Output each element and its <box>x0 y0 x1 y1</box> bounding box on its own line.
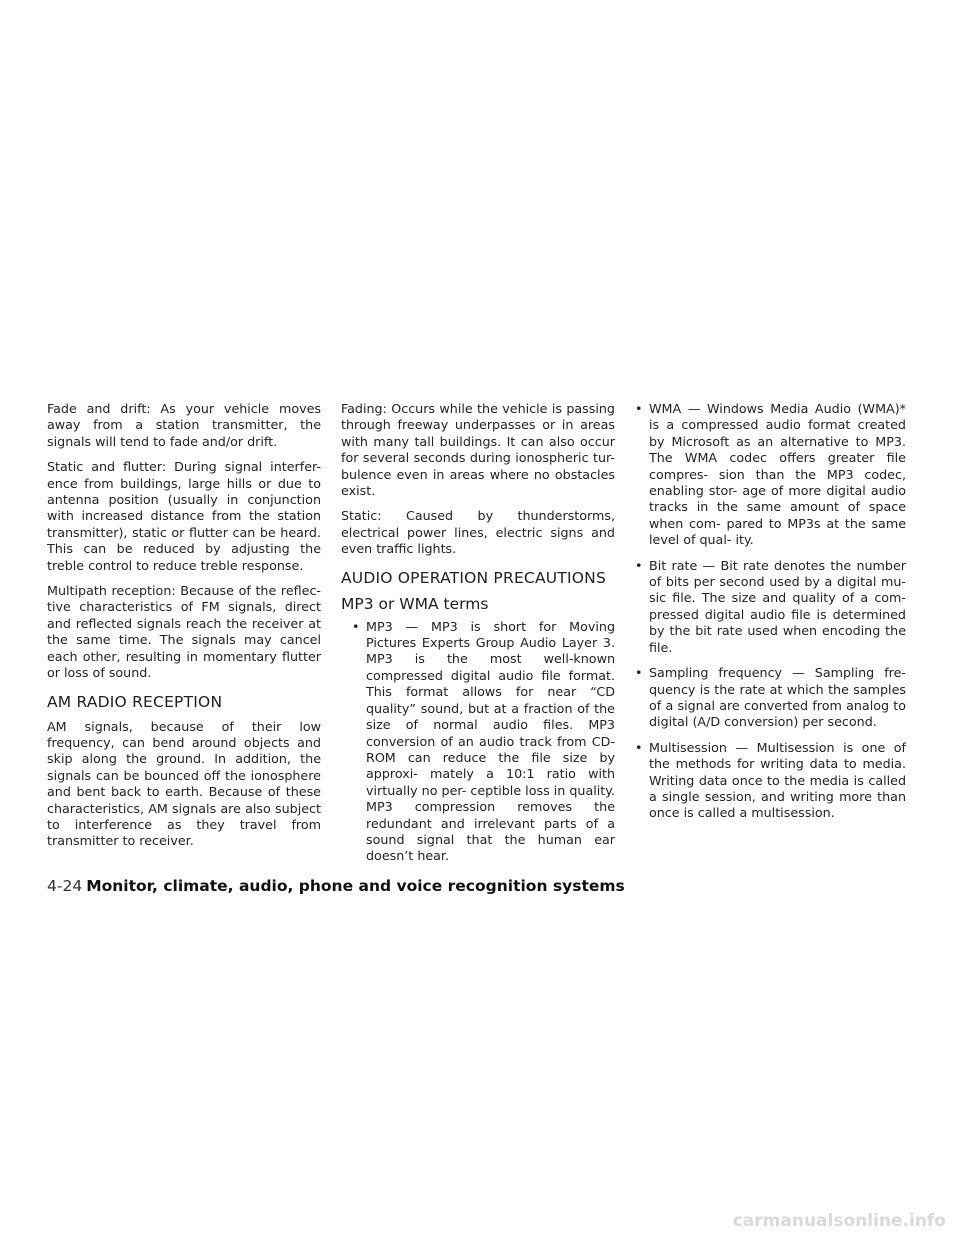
page-footer <box>47 877 625 896</box>
list-item-wma <box>632 401 906 549</box>
list-item-text: Multisession — Multisession is one of the methods for writing data to media. Writing data once to the media is called a single session, and writing more than once is called a multisession. <box>649 739 906 821</box>
right-column <box>632 401 906 831</box>
page-number: 4-24 <box>47 877 83 895</box>
bullet-mark: • <box>352 618 360 634</box>
multipath-reception-paragraph: Multipath reception: Because of the reflec- tive characteristics of FM signals, direct and reflected signals reach the receiver at the same time. The signals may cancel each other, resulting in momentary flutter or loss of sound. <box>47 583 321 681</box>
am-radio-reception-heading: AM RADIO RECEPTION <box>47 692 223 711</box>
bullet-mark: • <box>635 401 643 416</box>
audio-operation-precautions-heading: AUDIO OPERATION PRECAUTIONS <box>341 568 606 587</box>
bullet-mark: • <box>635 557 643 573</box>
static-and-flutter-paragraph: Static and flutter: During signal interfer- ence from buildings, large hills or due to antenna position (usually in conjunction with increased distance from the station transmitter), static or flutter can be heard. This can be reduced by adjusting the treble control to reduce treble response. <box>47 459 321 573</box>
chapter-title: Monitor, climate, audio, phone and voice recognition systems <box>86 877 625 895</box>
watermark: carmanualsonline.info <box>732 1211 946 1231</box>
list-item-text: Sampling frequency — Sampling fre- quency is the rate at which the samples of a signal are converted from analog to digital (A/D conversion) per second. <box>649 665 906 730</box>
fade-and-drift-paragraph: Fade and drift: As your vehicle moves away from a station transmitter, the signals will tend to fade and/or drift. <box>47 401 321 449</box>
am-signals-paragraph: AM signals, because of their low frequency, can bend around objects and skip along the ground. In addition, the signals can be bounced off the ionosphere and bent back to earth. Because of these characteristics, AM signals are also subject to interference as they travel from transmitter to receiver. <box>47 718 321 849</box>
list-item-text: Bit rate — Bit rate denotes the number of bits per second used by a digital mu- sic file. The size and quality of a com- pressed digital audio file is determined by the bit rate used when encoding the file. <box>649 557 906 655</box>
left-column <box>47 401 321 859</box>
list-item-bit-rate <box>632 558 906 656</box>
audio-terms-list <box>632 401 906 822</box>
static-paragraph: Static: Caused by thunderstorms, electrical power lines, electric signs and even traffic lights. <box>341 508 615 557</box>
fading-paragraph: Fading: Occurs while the vehicle is passing through freeway underpasses or in areas with many tall buildings. It can also occur for several seconds during ionospheric tur- bulence even in areas where no obstacles exist. <box>341 401 615 499</box>
list-item-text: WMA — Windows Media Audio (WMA)* is a compressed audio format created by Microsoft as an alternative to MP3. The WMA codec offers greater file compres- sion than the MP3 codec, enabling stor- age of more digital audio tracks in the same amount of space when com- pared to MP3s at the same level of qual- ity. <box>649 401 906 548</box>
list-item-multisession <box>632 740 906 822</box>
mp3-wma-terms-heading: MP3 or WMA terms <box>341 594 489 613</box>
bullet-mark: • <box>635 739 643 755</box>
mp3-terms-list <box>341 619 615 865</box>
bullet-mark: • <box>635 665 643 681</box>
list-item-sampling-frequency <box>632 665 906 731</box>
list-item-text: MP3 — MP3 is short for Moving Pictures Experts Group Audio Layer 3. MP3 is the most well-known compressed digital audio file format. This format allows for near “CD quality” sound, but at a fraction of the size of normal audio files. MP3 conversion of an audio track from CD- ROM can reduce the file size by approxi- mately a 10:1 ratio with virtually no per- ceptible loss in quality. MP3 compression removes the redundant and irrelevant parts of a sound signal that the human ear doesn’t hear. <box>366 618 615 864</box>
list-item-mp3 <box>341 619 615 865</box>
middle-column <box>341 401 615 874</box>
